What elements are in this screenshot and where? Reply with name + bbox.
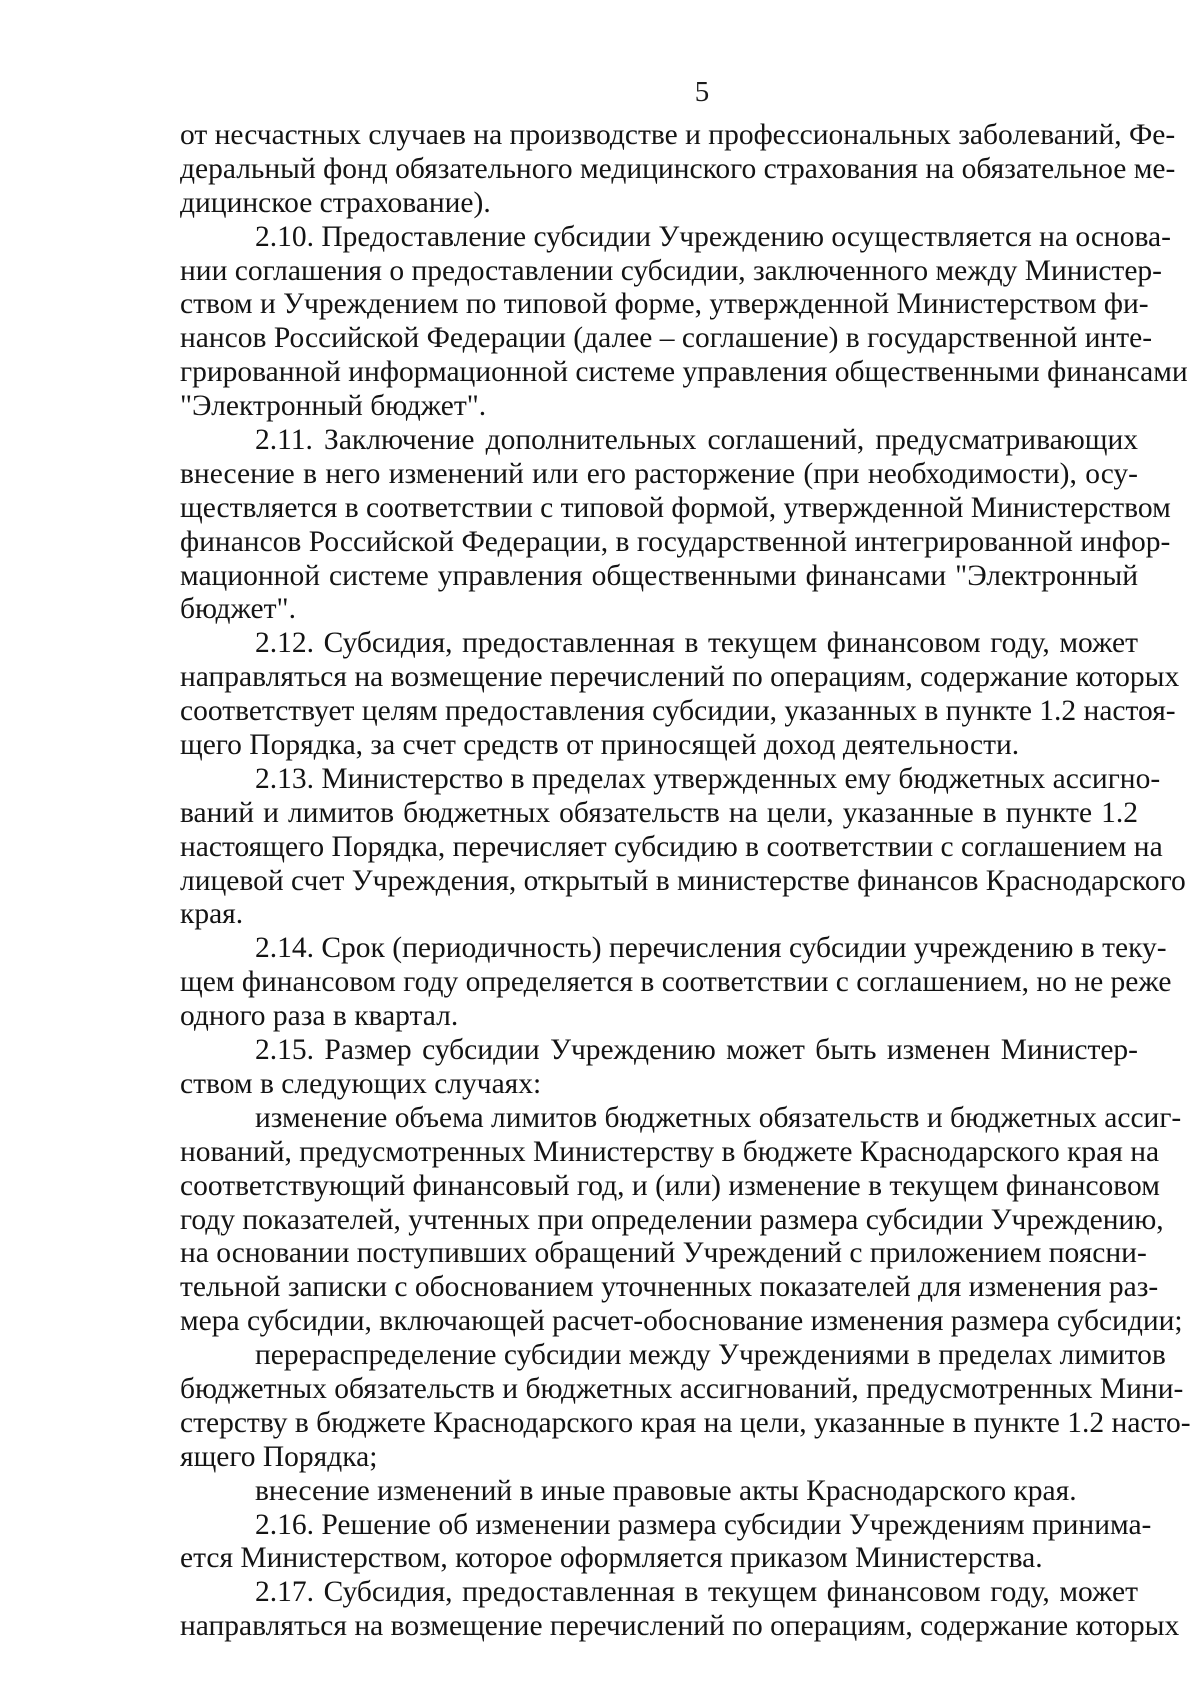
text-line: от несчастных случаев на производстве и профессиональных заболеваний, Фе- [180,119,1176,151]
text-line: перераспределение субсидии между Учреждениями в пределах лимитов [255,1339,1166,1372]
text-line: грированной информационной системе управления общественными финансами [180,356,1188,389]
paragraph-p-2-14 [180,932,1172,1034]
text-line: края. [180,898,244,931]
text-line: ется Министерством, которое оформляется приказом Министерства. [180,1542,1043,1575]
text-line: финансов Российской Федерации, в государственной интегрированной инфор- [180,525,1171,558]
text-line: "Электронный бюджет". [180,390,487,423]
text-line: соответствует целям предоставления субсидии, указанных в пункте 1.2 настоя- [180,695,1176,728]
text-line: 2.14. Срок (периодичность) перечисления субсидии учреждению в теку- [255,932,1167,965]
paragraph-p-2-12 [180,627,1180,763]
text-line: ством в следующих случаях: [180,1067,542,1100]
text-line: деральный фонд обязательного медицинского страхования на обязательное ме- [180,152,1176,185]
text-line: 2.13. Министерство в пределах утвержденных ему бюджетных ассигно- [255,762,1161,795]
text-line: внесение изменений в иные правовые акты Краснодарского края. [255,1474,1077,1507]
paragraph-p-2-17 [180,1576,1180,1644]
paragraph-p-2-15-a [180,1101,1183,1339]
text-line: бюджетных обязательств и бюджетных ассигнований, предусмотренных Мини- [180,1372,1184,1405]
document-body [180,119,1191,1644]
text-line: ваний и лимитов бюджетных обязательств на цели, указанные в пункте 1.2 [180,796,1138,829]
text-line: 2.11. Заключение дополнительных соглашений, предусматривающих [255,424,1138,457]
text-line: 2.16. Решение об изменении размера субсидии Учреждениям принима- [255,1508,1152,1541]
text-line: 2.10. Предоставление субсидии Учреждению осуществляется на основа- [255,220,1171,253]
text-line: соответствующий финансовый год, и (или) изменение в текущем финансовом [180,1169,1160,1202]
text-line: ществляется в соответствии с типовой формой, утвержденной Министерством [180,491,1171,524]
paragraph-p-2-11 [180,424,1171,627]
text-line: тельной записки с обоснованием уточненных показателей для изменения раз- [180,1271,1159,1304]
text-line: дицинское страхование). [180,186,491,219]
text-line: направляться на возмещение перечислений по операциям, содержание которых [180,1610,1180,1643]
paragraph-p-2-13 [180,762,1186,932]
paragraph-p-2-15 [180,1034,1138,1102]
text-line: 2.12. Субсидия, предоставленная в текущем финансовом году, может [255,627,1138,660]
text-line: ством и Учреждением по типовой форме, утвержденной Министерством фи- [180,288,1149,321]
paragraph-p-2-10 [180,220,1188,424]
text-line: бюджет". [180,593,296,626]
text-line: щем финансовом году определяется в соответствии с соглашением, но не реже [180,966,1172,999]
text-line: внесение в него изменений или его расторжение (при необходимости), осу- [180,457,1138,490]
text-line: нии соглашения о предоставлении субсидии, заключенного между Министер- [180,254,1162,287]
text-line: мационной системе управления общественными финансами "Электронный [180,559,1138,592]
text-line: одного раза в квартал. [180,1000,459,1033]
text-line: мера субсидии, включающей расчет-обоснование изменения размера субсидии; [180,1305,1183,1338]
text-line: щего Порядка, за счет средств от приносящей доход деятельности. [180,729,1020,762]
text-line: на основании поступивших обращений Учреждений с приложением поясни- [180,1237,1147,1270]
page-number: 5 [694,76,710,108]
text-line: 2.17. Субсидия, предоставленная в текущем финансовом году, может [255,1576,1138,1609]
paragraph-p-cont [180,119,1176,221]
text-line: настоящего Порядка, перечисляет субсидию в соответствии с соглашением на [180,830,1163,863]
text-line: изменение объема лимитов бюджетных обязательств и бюджетных ассиг- [255,1101,1182,1134]
text-line: нований, предусмотренных Министерству в бюджете Краснодарского края на [180,1135,1160,1168]
text-line: году показателей, учтенных при определении размера субсидии Учреждению, [180,1203,1164,1236]
text-line: ящего Порядка; [180,1440,378,1473]
text-line: 2.15. Размер субсидии Учреждению может быть изменен Министер- [255,1034,1138,1067]
paragraph-p-2-15-c [180,1475,1138,1509]
paragraph-p-2-15-b [180,1339,1191,1475]
paragraph-p-2-16 [180,1508,1152,1577]
text-line: нансов Российской Федерации (далее – соглашение) в государственной инте- [180,322,1153,355]
text-line: лицевой счет Учреждения, открытый в министерстве финансов Краснодарского [180,864,1186,897]
text-line: направляться на возмещение перечислений по операциям, содержание которых [180,661,1180,694]
text-line: стерству в бюджете Краснодарского края на цели, указанные в пункте 1.2 насто- [180,1406,1191,1439]
